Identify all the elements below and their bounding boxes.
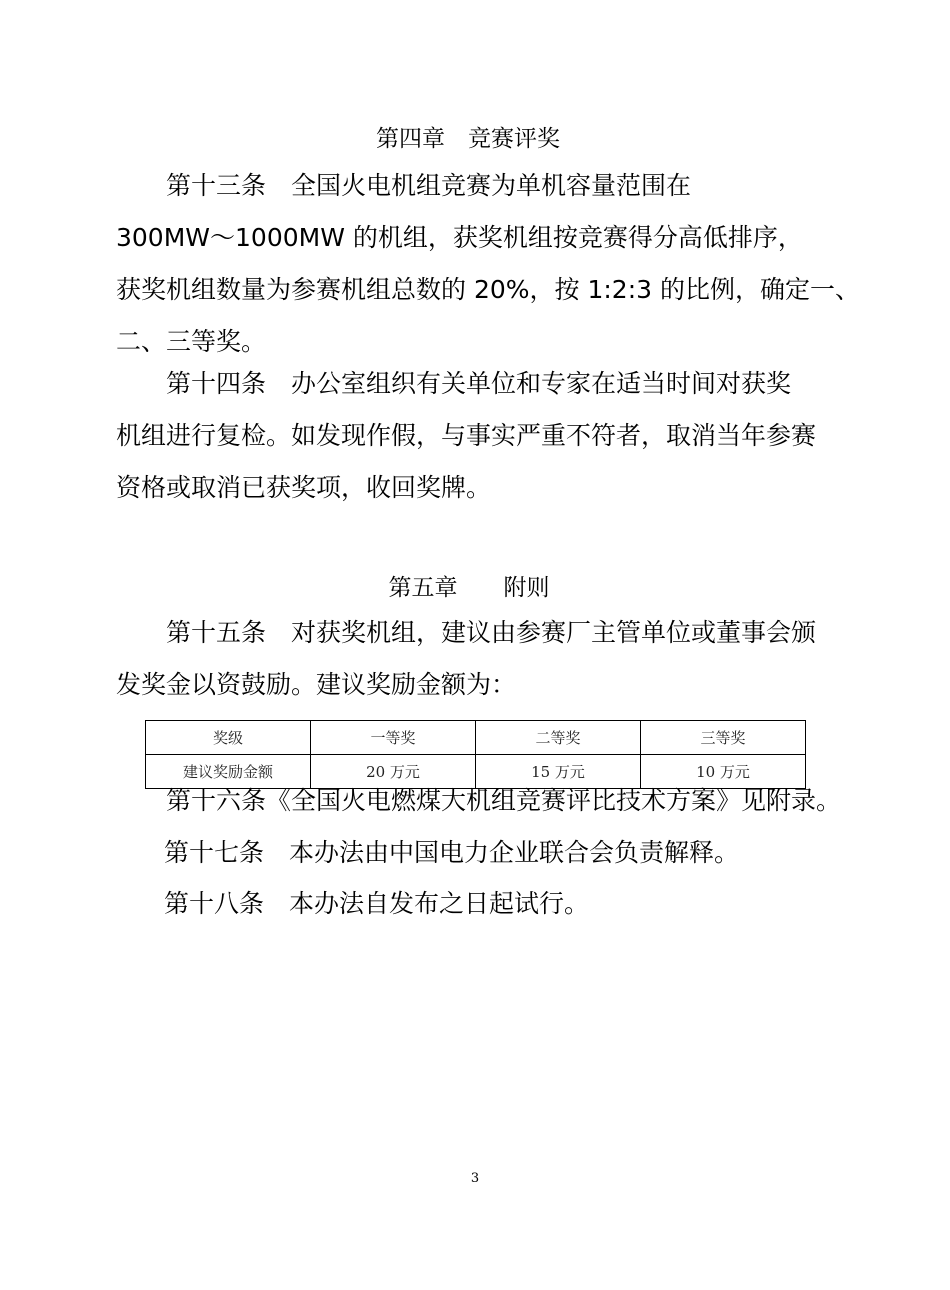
article-14-line-2: 机组进行复检。如发现作假，与事实严重不符者，取消当年参赛 xyxy=(116,421,817,450)
article-14-line-1: 第十四条 办公室组织有关单位和专家在适当时间对获奖 xyxy=(166,369,792,398)
article-15 xyxy=(116,607,822,711)
article-13-line-2: 300MW～1000MW 的机组，获奖机组按竞赛得分高低排序， xyxy=(116,223,803,252)
article-13-line-1-text: 第十三条 全国火电机组竞赛为单机容量范围在 xyxy=(166,171,692,200)
chapter-4-title: 第四章 竞赛评奖 xyxy=(376,126,560,152)
table-cell: 三等奖 xyxy=(641,721,806,755)
table-cell: 20 万元 xyxy=(311,755,476,789)
article-14-line-3: 资格或取消已获奖项，收回奖牌。 xyxy=(116,473,492,502)
article-13-line-4: 二、三等奖。 xyxy=(116,327,267,356)
table-cell: 10 万元 xyxy=(641,755,806,789)
article-18: 第十八条 本办法自发布之日起试行。 xyxy=(164,889,590,918)
chapter-5-title: 第五章 附则 xyxy=(388,575,550,601)
article-16: 第十六条《全国火电燃煤大机组竞赛评比技术方案》见附录。 xyxy=(166,786,842,815)
table-cell: 一等奖 xyxy=(311,721,476,755)
table-cell: 二等奖 xyxy=(476,721,641,755)
page-number: 3 xyxy=(470,1171,480,1186)
article-17: 第十七条 本办法由中国电力企业联合会负责解释。 xyxy=(164,838,740,867)
article-15-line-1: 第十五条 对获奖机组，建议由参赛厂主管单位或董事会颁 xyxy=(166,618,817,647)
article-13-line-3: 获奖机组数量为参赛机组总数的 20%，按 1:2:3 的比例，确定一、 xyxy=(116,275,860,304)
article-15-line-2: 发奖金以资鼓励。建议奖励金额为： xyxy=(116,670,517,699)
table-header-row xyxy=(146,721,806,755)
table-cell: 15 万元 xyxy=(476,755,641,789)
table-cell: 奖级 xyxy=(146,721,311,755)
article-14 xyxy=(116,358,822,514)
table-cell: 建议奖励金额 xyxy=(146,755,311,789)
article-13 xyxy=(116,160,860,368)
article-13-line-1 xyxy=(116,160,822,212)
